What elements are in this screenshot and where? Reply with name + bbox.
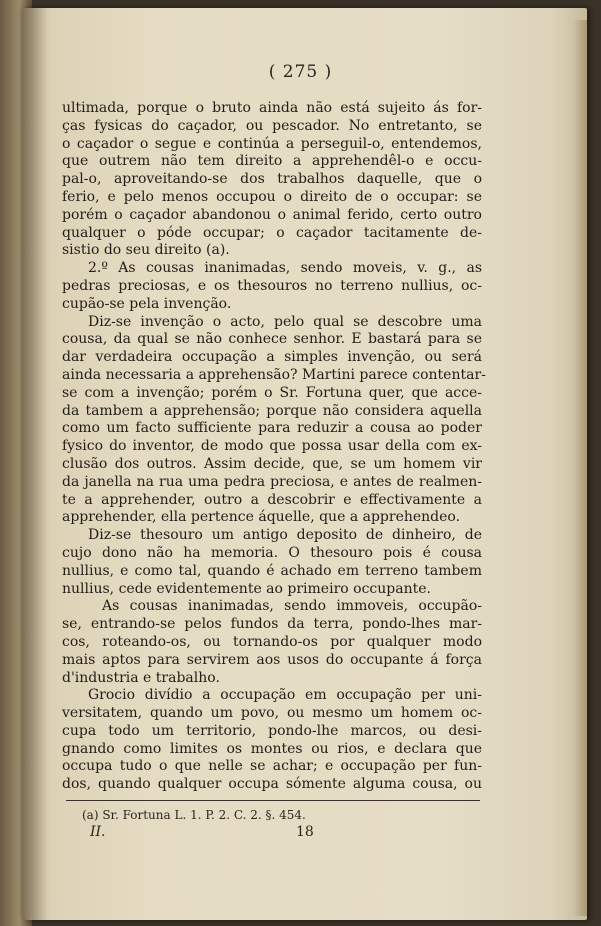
text-line: gnando como limites os montes ou rios, e declara que — [62, 740, 482, 757]
spine-shadow — [22, 8, 48, 920]
text-line: ferio, e pelo menos occupou o direito de o occupar: se — [62, 188, 482, 205]
text-line: cupa todo um territorio, pondo-lhe marcos, ou desi- — [62, 722, 482, 739]
text-line: cujo dono não ha memoria. O thesouro pois é cousa — [62, 544, 482, 561]
text-line: pal-o, aproveitando-se dos trabalhos daquelle, que o — [62, 171, 482, 188]
text-line: ças fysicas do caçador, ou pescador. No entretanto, se — [62, 117, 482, 134]
text-line: dos, quando qualquer occupa sómente alguma cousa, ou — [62, 776, 482, 793]
footnote: (a) Sr. Fortuna L. 1. P. 2. C. 2. §. 454. — [82, 808, 306, 822]
text-line: ainda necessaria a apprehensão? Martini parece contentar- — [62, 366, 486, 383]
text-line: nullius, cede evidentemente ao primeiro occupante. — [62, 580, 431, 597]
text-line: dar verdadeira occupação a simples invenção, ou será — [62, 349, 482, 366]
page-edge-shadow — [573, 20, 587, 916]
text-line: fysico do inventor, de modo que possa usar della com ex- — [62, 438, 482, 455]
text-line: cousa, da qual se não conhece senhor. E bastará para se — [62, 331, 482, 348]
text-line: da tambem a apprehensão; porque não considera aquella — [62, 402, 482, 419]
text-line: versitatem, quando um povo, ou mesmo um homem oc- — [62, 705, 482, 722]
text-line: d'industria e trabalho. — [62, 669, 220, 686]
text-line: cupão-se pela invenção. — [62, 295, 232, 312]
text-line: 2.º As cousas inanimadas, sendo moveis, v. g., as — [88, 260, 482, 277]
text-line: As cousas inanimadas, sendo immoveis, occupão- — [102, 598, 482, 615]
page-number: ( 275 ) — [268, 62, 333, 82]
text-line: o caçador o segue e continúa a perseguil-o, entendemos, — [62, 135, 482, 152]
text-line: se com a invenção; porém o Sr. Fortuna quer, que acce- — [62, 384, 482, 401]
text-line: te a apprehender, outro a descobrir e effectivamente a — [62, 491, 482, 508]
text-line: clusão dos outros. Assim decide, que, se um homem vir — [62, 455, 482, 472]
text-line: occupa tudo o que nelle se achar; e occupação per fun- — [62, 758, 482, 775]
text-line: qualquer o póde occupar; o caçador tacitamente de- — [62, 224, 482, 241]
text-line: Diz-se thesouro um antigo deposito de dinheiro, de — [88, 527, 482, 544]
text-line: sistio do seu direito (a). — [62, 242, 230, 259]
text-line: se, entrando-se pelos fundos da terra, pondo-lhes mar- — [62, 616, 482, 633]
text-line: Grocio divídio a occupação em occupação per uni- — [88, 687, 482, 704]
text-line: ultimada, porque o bruto ainda não está sujeito ás for- — [62, 100, 482, 116]
text-line: como um facto sufficiente para reduzir a cousa ao poder — [62, 420, 482, 437]
text-line: porém o caçador abandonou o animal ferido, certo outro — [62, 206, 482, 223]
text-line: pedras preciosas, e os thesouros no terreno nullius, oc- — [62, 277, 482, 294]
text-line: que outrem não tem direito a apprehendêl-o e occu- — [62, 153, 482, 170]
text-line: nullius, e como tal, quando é achado em terreno tambem — [62, 562, 482, 579]
text-line: apprehender, ella pertence áquelle, que a apprehendeo. — [62, 509, 461, 526]
body-text — [62, 100, 486, 794]
text-line: cos, roteando-os, ou tornando-os por qualquer modo — [62, 633, 482, 650]
text-line: Diz-se invenção o acto, pelo qual se descobre uma — [88, 313, 482, 330]
signature-mark: II. — [90, 824, 106, 840]
text-line: mais aptos para servirem aos usos do occupante á força — [62, 651, 482, 668]
text-line: da janella na rua uma pedra preciosa, e antes de realmen- — [62, 473, 482, 490]
footnote-rule — [66, 800, 480, 801]
signature-number: 18 — [296, 824, 314, 840]
